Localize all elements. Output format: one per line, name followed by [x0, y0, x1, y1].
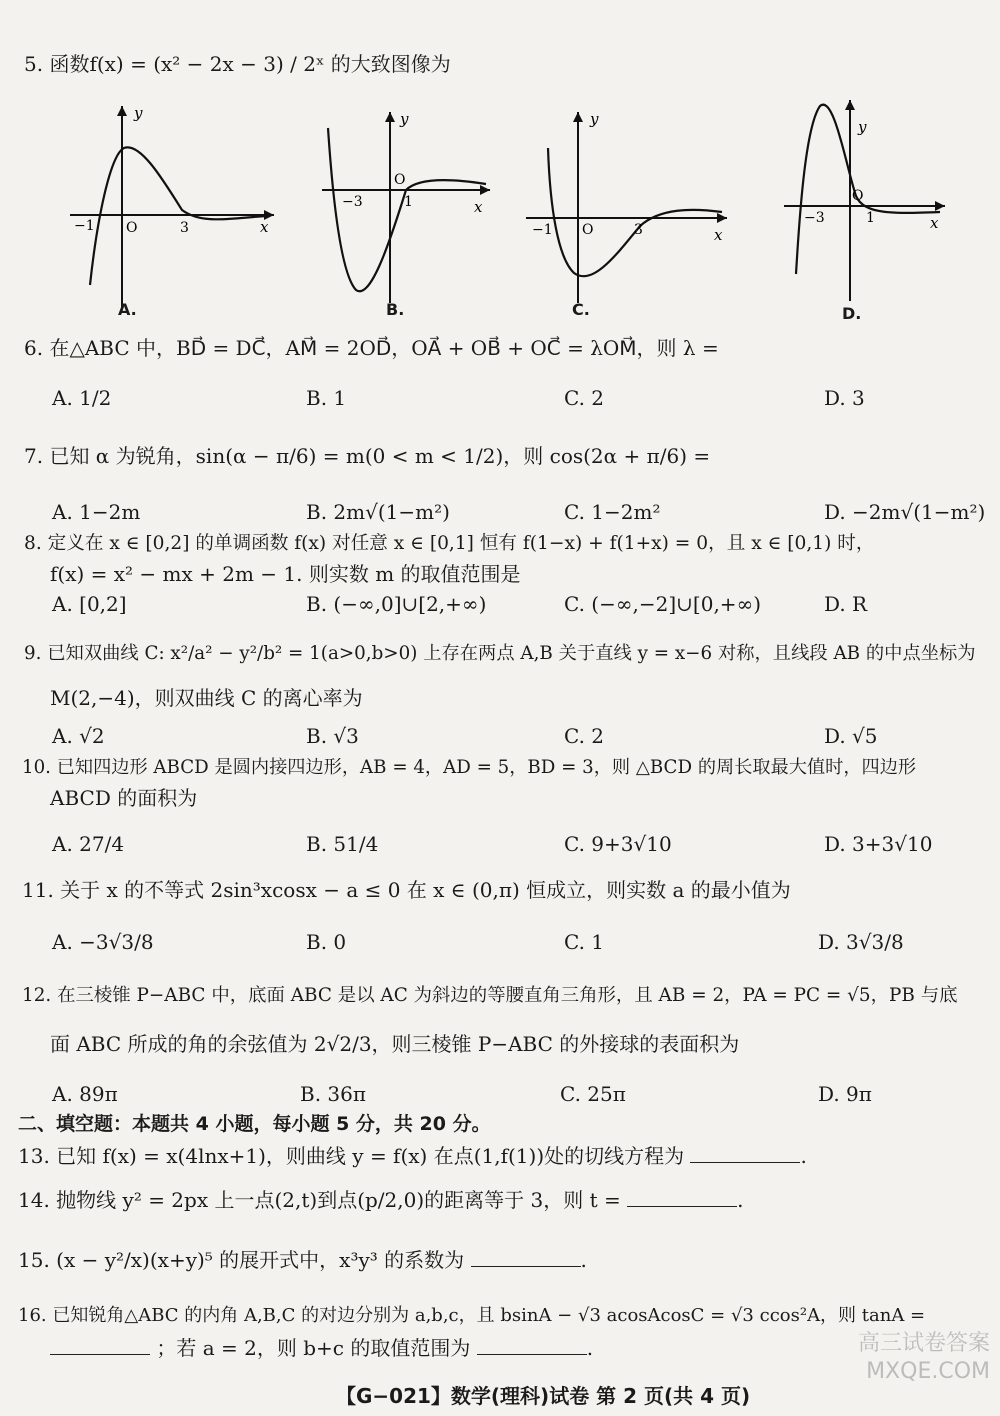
q7-option-d: D. −2m√(1−m²)	[824, 500, 986, 524]
graph-d	[780, 96, 950, 306]
graph-b	[318, 108, 498, 308]
graph-d-tick-pos: 1	[866, 210, 875, 226]
q8-option-b: B. (−∞,0]∪[2,+∞)	[306, 592, 487, 616]
graph-c-x-label: x	[714, 226, 723, 244]
q14-text: 14. 抛物线 y² = 2px 上一点(2,t)到点(p/2,0)的距离等于 3，则 t =	[18, 1188, 621, 1212]
q11-option-a: A. −3√3/8	[52, 930, 154, 954]
q14: 14. 抛物线 y² = 2px 上一点(2,t)到点(p/2,0)的距离等于 3，则 t = .	[18, 1188, 744, 1212]
q12-line1: 12. 在三棱锥 P−ABC 中，底面 ABC 是以 AC 为斜边的等腰直角三角形，且 AB = 2，PA = PC = √5，PB 与底	[22, 985, 958, 1006]
watermark: 高三试卷答案 MXQE.COM	[857, 1331, 990, 1384]
q16-answer-blank-2[interactable]	[477, 1334, 587, 1355]
q7-stem: 7. 已知 α 为锐角，sin(α − π/6) = m(0 < m < 1/2)，则 cos(2α + π/6) =	[24, 444, 711, 468]
q15: 15. (x − y²/x)(x+y)⁵ 的展开式中，x³y³ 的系数为 .	[18, 1248, 587, 1272]
q10-option-b: B. 51/4	[306, 832, 379, 856]
graph-b-label: B.	[386, 300, 405, 319]
q8-option-c: C. (−∞,−2]∪[0,+∞)	[564, 592, 762, 616]
graph-a-label: A.	[118, 300, 137, 319]
q10-option-c: C. 9+3√10	[564, 832, 672, 856]
q13-answer-blank[interactable]	[690, 1142, 800, 1163]
q11-stem: 11. 关于 x 的不等式 2sin³xcosx − a ≤ 0 在 x ∈ (0,π) 恒成立，则实数 a 的最小值为	[22, 878, 791, 902]
q14-answer-blank[interactable]	[627, 1186, 737, 1207]
graph-b-tick-origin: O	[394, 172, 406, 188]
graph-c-label: C.	[572, 300, 590, 319]
q7-option-a: A. 1−2m	[52, 500, 141, 524]
page-footer: 【G−021】数学(理科)试卷 第 2 页(共 4 页)	[336, 1384, 751, 1408]
graph-d-x-label: x	[930, 214, 939, 232]
q16-answer-blank-1[interactable]	[50, 1334, 150, 1355]
section-2-heading: 二、填空题：本题共 4 小题，每小题 5 分，共 20 分。	[18, 1113, 491, 1135]
graph-c-tick-neg: −1	[532, 222, 553, 238]
graph-c-y-label: y	[590, 110, 599, 128]
graph-a-tick-pos: 3	[180, 220, 189, 236]
q12-option-a: A. 89π	[52, 1082, 118, 1106]
graph-d-label: D.	[842, 304, 862, 323]
q13: 13. 已知 f(x) = x(4lnx+1)，则曲线 y = f(x) 在点(1,f(1))处的切线方程为 .	[18, 1144, 807, 1168]
q16-line1: 16. 已知锐角△ABC 的内角 A,B,C 的对边分别为 a,b,c，且 bsinA − √3 acosAcosC = √3 ccos²A，则 tanA =	[18, 1305, 926, 1326]
q7-option-b: B. 2m√(1−m²)	[306, 500, 450, 524]
graph-c-tick-origin: O	[582, 222, 594, 238]
q5-stem: 5. 函数f(x) = (x² − 2x − 3) / 2ˣ 的大致图像为	[24, 52, 451, 76]
q6-option-d: D. 3	[824, 386, 865, 410]
graph-b-tick-neg: −3	[342, 194, 363, 210]
q9-line1: 9. 已知双曲线 C: x²/a² − y²/b² = 1(a>0,b>0) 上存在两点 A,B 关于直线 y = x−6 对称，且线段 AB 的中点坐标为	[24, 643, 976, 664]
q16-line2: ；若 a = 2，则 b+c 的取值范围为 .	[50, 1334, 593, 1362]
q6-option-b: B. 1	[306, 386, 347, 410]
q11-option-d: D. 3√3/8	[818, 930, 904, 954]
q15-text: 15. (x − y²/x)(x+y)⁵ 的展开式中，x³y³ 的系数为	[18, 1248, 465, 1272]
q16-line2-text: ；若 a = 2，则 b+c 的取值范围为	[156, 1336, 471, 1360]
q6-option-a: A. 1/2	[52, 386, 112, 410]
q15-answer-blank[interactable]	[471, 1246, 581, 1267]
graph-a	[62, 100, 282, 320]
q11-option-c: C. 1	[564, 930, 605, 954]
graph-a-x-label: x	[260, 218, 269, 236]
q10-line2: ABCD 的面积为	[50, 786, 198, 810]
graph-c-tick-pos: 3	[634, 222, 643, 238]
q8-line1: 8. 定义在 x ∈ [0,2] 的单调函数 f(x) 对任意 x ∈ [0,1] 恒有 f(1−x) + f(1+x) = 0，且 x ∈ [0,1) 时，	[24, 533, 875, 554]
graph-d-tick-neg: −3	[804, 210, 825, 226]
q9-option-b: B. √3	[306, 724, 359, 748]
graph-d-tick-origin: O	[852, 188, 864, 204]
graph-b-tick-pos: 1	[404, 194, 413, 210]
q9-line2: M(2,−4)，则双曲线 C 的离心率为	[50, 686, 363, 710]
graph-a-tick-neg: −1	[74, 218, 95, 234]
q9-option-a: A. √2	[52, 724, 105, 748]
q10-option-d: D. 3+3√10	[824, 832, 933, 856]
q12-option-d: D. 9π	[818, 1082, 872, 1106]
graph-b-y-label: y	[400, 110, 409, 128]
graph-d-y-label: y	[858, 118, 867, 136]
q13-text: 13. 已知 f(x) = x(4lnx+1)，则曲线 y = f(x) 在点(1,f(1))处的切线方程为	[18, 1144, 685, 1168]
q12-option-b: B. 36π	[300, 1082, 367, 1106]
graph-c	[522, 108, 732, 308]
graph-a-y-label: y	[134, 104, 143, 122]
graph-a-tick-origin: O	[126, 220, 138, 236]
q6-stem: 6. 在△ABC 中，BD⃗ = DC⃗，AM⃗ = 2OD⃗，OA⃗ + OB⃗ + OC⃗ = λOM⃗，则 λ =	[24, 336, 719, 360]
q6-option-c: C. 2	[564, 386, 605, 410]
q12-line2: 面 ABC 所成的角的余弦值为 2√2/3，则三棱锥 P−ABC 的外接球的表面积为	[50, 1032, 740, 1056]
q10-option-a: A. 27/4	[52, 832, 125, 856]
q10-line1: 10. 已知四边形 ABCD 是圆内接四边形，AB = 4，AD = 5，BD = 3，则 △BCD 的周长取最大值时，四边形	[22, 757, 917, 778]
q8-option-a: A. [0,2]	[52, 592, 127, 616]
q7-option-c: C. 1−2m²	[564, 500, 661, 524]
q9-option-d: D. √5	[824, 724, 878, 748]
graph-b-x-label: x	[474, 198, 483, 216]
q12-option-c: C. 25π	[560, 1082, 626, 1106]
q8-option-d: D. R	[824, 592, 868, 616]
q8-line2: f(x) = x² − mx + 2m − 1. 则实数 m 的取值范围是	[50, 562, 521, 586]
q9-option-c: C. 2	[564, 724, 605, 748]
q11-option-b: B. 0	[306, 930, 347, 954]
